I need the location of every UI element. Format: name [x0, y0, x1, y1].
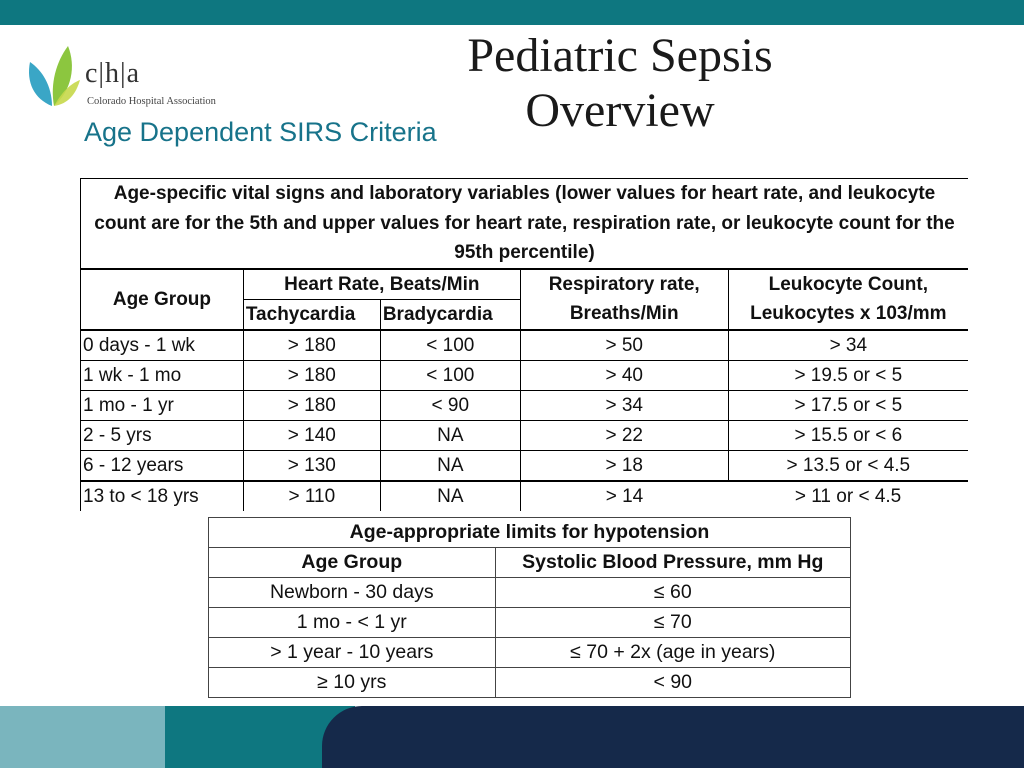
cell-age: 1 mo - < 1 yr — [209, 608, 496, 638]
cell-tachycardia: > 130 — [243, 450, 380, 481]
logo-organization-name: Colorado Hospital Association — [87, 96, 216, 107]
cell-systolic-bp: ≤ 70 + 2x (age in years) — [495, 638, 850, 668]
col-header-bradycardia: Bradycardia — [380, 299, 520, 330]
cell-bradycardia: NA — [380, 450, 520, 481]
page-title: Pediatric Sepsis Overview — [467, 29, 773, 137]
cha-logo — [24, 44, 254, 114]
cell-respiratory: > 14 — [520, 481, 728, 511]
cell-bradycardia: < 90 — [380, 390, 520, 420]
cell-respiratory: > 18 — [520, 450, 728, 481]
col-header-leukocyte-count: Leukocyte Count, Leukocytes x 103/mm — [728, 269, 968, 330]
col-header-tachycardia: Tachycardia — [243, 299, 380, 330]
cell-systolic-bp: ≤ 60 — [495, 578, 850, 608]
col-header-age-group: Age Group — [81, 269, 244, 330]
cell-leukocyte: > 11 or < 4.5 — [794, 485, 902, 507]
sirs-criteria-table — [80, 178, 968, 511]
table-row — [209, 608, 851, 638]
cell-respiratory: > 34 — [520, 390, 728, 420]
cell-tachycardia: > 180 — [243, 360, 380, 390]
cell-age: 6 - 12 years — [81, 450, 244, 481]
col-header-systolic-bp: Systolic Blood Pressure, mm Hg — [495, 548, 850, 578]
col-header-heart-rate: Heart Rate, Beats/Min — [243, 269, 520, 300]
cell-age: 1 wk - 1 mo — [81, 360, 244, 390]
page-subtitle: Age Dependent SIRS Criteria — [84, 117, 437, 147]
table-row — [81, 390, 969, 420]
cell-bradycardia: < 100 — [380, 360, 520, 390]
cell-systolic-bp: ≤ 70 — [495, 608, 850, 638]
cell-tachycardia: > 180 — [243, 390, 380, 420]
sirs-table-description: Age-specific vital signs and laboratory variables (lower values for heart rate, and leukocyte count are for the 5th and upper values for heart rate, respiration rate, or leukocyte count for the 95th percentile) — [81, 179, 969, 269]
logo-letters: c|h|a — [85, 58, 141, 89]
col-header-age-group: Age Group — [209, 548, 496, 578]
cell-leukocyte: > 13.5 or < 4.5 — [728, 450, 968, 481]
cell-systolic-bp: < 90 — [495, 668, 850, 698]
table-row — [209, 578, 851, 608]
cell-leukocyte: > 17.5 or < 5 — [728, 390, 968, 420]
table-row — [81, 481, 969, 511]
cell-bradycardia: < 100 — [380, 330, 520, 361]
cell-age: ≥ 10 yrs — [209, 668, 496, 698]
cell-age: 1 mo - 1 yr — [81, 390, 244, 420]
cell-age: 0 days - 1 wk — [81, 330, 244, 361]
cell-leukocyte: > 19.5 or < 5 — [728, 360, 968, 390]
hypotension-table-title: Age-appropriate limits for hypotension — [209, 518, 851, 548]
leaf-logo-icon — [24, 44, 84, 114]
cell-tachycardia: > 180 — [243, 330, 380, 361]
cell-bradycardia: NA — [380, 481, 520, 511]
cell-respiratory: > 50 — [520, 330, 728, 361]
cell-age: 13 to < 18 yrs — [81, 481, 244, 511]
hypotension-limits-table — [208, 517, 851, 698]
cell-age: Newborn - 30 days — [209, 578, 496, 608]
cell-tachycardia: > 110 — [243, 481, 380, 511]
cell-age: > 1 year - 10 years — [209, 638, 496, 668]
table-row — [81, 330, 969, 361]
cell-age: 2 - 5 yrs — [81, 420, 244, 450]
table-row — [209, 668, 851, 698]
table-row — [81, 450, 969, 481]
table-row — [81, 420, 969, 450]
col-header-respiratory-rate: Respiratory rate, Breaths/Min — [520, 269, 728, 330]
cell-leukocyte: > 15.5 or < 6 — [728, 420, 968, 450]
cell-bradycardia: NA — [380, 420, 520, 450]
cell-respiratory: > 22 — [520, 420, 728, 450]
footer-band-navy — [322, 706, 1024, 768]
cell-tachycardia: > 140 — [243, 420, 380, 450]
cell-respiratory: > 40 — [520, 360, 728, 390]
footer-band-light-teal — [0, 706, 165, 768]
cell-leukocyte: > 34 — [728, 330, 968, 361]
table-row — [209, 638, 851, 668]
table-row — [81, 360, 969, 390]
top-accent-bar — [0, 0, 1024, 25]
